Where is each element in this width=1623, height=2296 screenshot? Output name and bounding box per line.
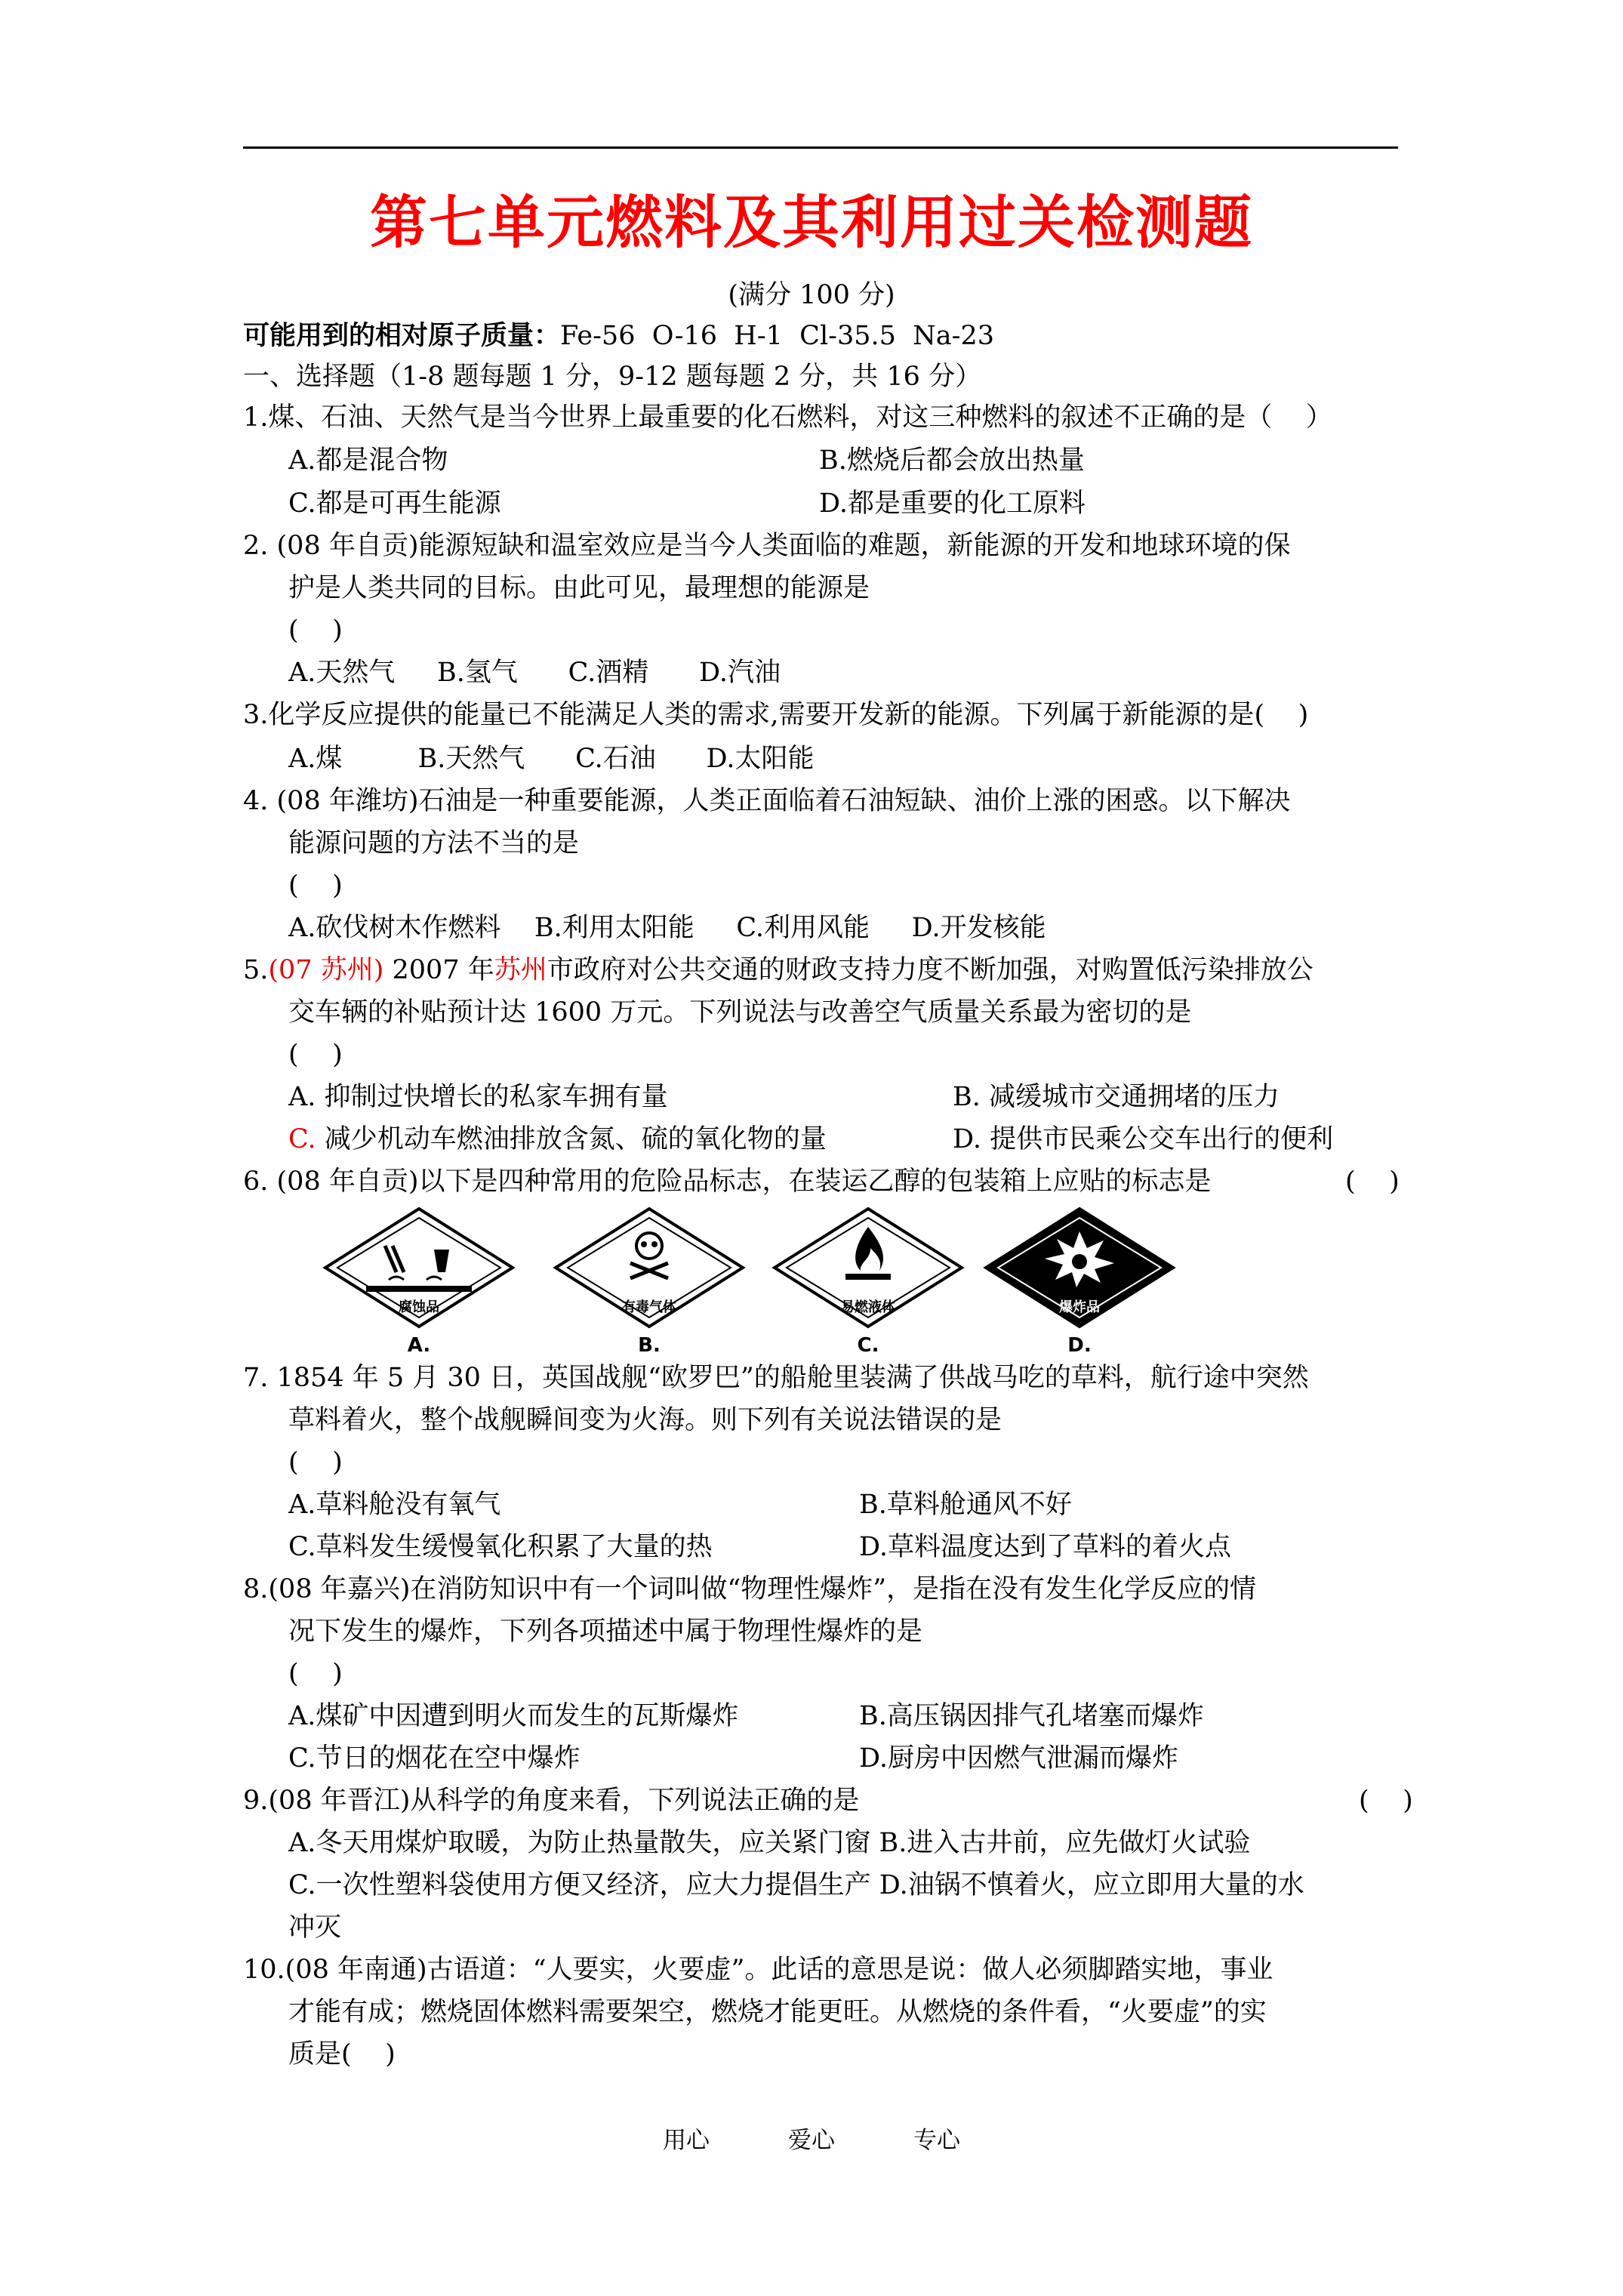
hazard-sign-toxic-gas (551, 1204, 747, 1357)
hazard-sign-explosive-label: 爆炸品 (1059, 1299, 1100, 1315)
q8-line2: 况下发生的爆炸，下列各项描述中属于物理性爆炸的是 (288, 1616, 923, 1647)
q3-stem: 3.化学反应提供的能量已不能满足人类的需求,需要开发新的能源。下列属于新能源的是( ) (243, 700, 1309, 730)
q9-options-ab: A.冬天用煤炉取暖，为防止热量散失，应关紧门窗 B.进入古井前，应先做灯火试验 (288, 1828, 1251, 1858)
q3-options: A.煤 B.天然气 C.石油 D.太阳能 (288, 744, 815, 774)
q6-answer-paren: ( ) (1345, 1166, 1400, 1197)
top-rule (243, 146, 1398, 149)
q8-answer-paren: ( ) (288, 1659, 343, 1689)
q5-option-d: D. 提供市民乘公交车出行的便利 (953, 1124, 1334, 1154)
hazard-sign-toxic-gas-label: 有毒气体 (622, 1299, 676, 1315)
q5-text-b: 市政府对公共交通的财政支持力度不断加强，对购置低污染排放公 (547, 955, 1313, 985)
q7-answer-paren: ( ) (288, 1447, 343, 1478)
footer-item-2: 爱心 (788, 2127, 835, 2154)
section-heading: 一、选择题（1-8 题每题 1 分，9-12 题每题 2 分，共 16 分） (243, 362, 982, 392)
q5-option-c-letter: C. (288, 1124, 316, 1154)
q8-option-d: D.厨房中因燃气泄漏而爆炸 (859, 1743, 1178, 1774)
q8-line1: 8.(08 年嘉兴)在消防知识中有一个词叫做“物理性爆炸”，是指在没有发生化学反应的情 (243, 1574, 1257, 1604)
q1-option-a: A.都是混合物 (288, 445, 448, 476)
q5-text-a: 2007 年 (383, 955, 494, 985)
hazard-sign-corrosive (321, 1204, 517, 1357)
q2-options: A.天然气 B.氢气 C.酒精 D.汽油 (288, 658, 781, 688)
q4-line1: 4. (08 年潍坊)石油是一种重要能源，人类正面临着石油短缺、油价上涨的困惑。以下解决 (243, 786, 1291, 816)
hazard-sign-flammable-liquid-letter: C. (857, 1334, 879, 1357)
q2-answer-paren: ( ) (288, 615, 343, 646)
q7-line2: 草料着火，整个战舰瞬间变为火海。则下列有关说法错误的是 (288, 1405, 1002, 1435)
q5-option-b: B. 减缓城市交通拥堵的压力 (953, 1082, 1280, 1112)
q5-line1 (243, 951, 1313, 989)
q9-option-d-continued: 冲灭 (288, 1912, 342, 1943)
hazard-sign-explosive-letter: D. (1067, 1334, 1092, 1357)
q8-option-b: B.高压锅因排气孔堵塞而爆炸 (859, 1701, 1204, 1731)
hazard-sign-explosive (981, 1204, 1178, 1357)
score-note: (满分 100 分) (728, 280, 895, 310)
footer-item-3: 专心 (913, 2127, 960, 2154)
q10-line2: 才能有成；燃烧固体燃料需要架空，燃烧才能更旺。从燃烧的条件看，“火要虚”的实 (288, 1997, 1267, 2027)
hazard-sign-corrosive-letter: A. (407, 1334, 431, 1357)
q7-option-b: B.草料舱通风不好 (859, 1490, 1072, 1520)
q1-option-b: B.燃烧后都会放出热量 (819, 445, 1085, 476)
q5-option-a: A. 抑制过快增长的私家车拥有量 (288, 1082, 668, 1112)
q2-line1: 2. (08 年自贡)能源短缺和温室效应是当今人类面临的难题，新能源的开发和地球环境的保 (243, 531, 1291, 561)
atomic-mass-values: Fe-56 O-16 H-1 Cl-35.5 Na-23 (560, 321, 995, 351)
q5-source: (07 苏州) (268, 955, 384, 985)
q8-option-c: C.节日的烟花在空中爆炸 (288, 1743, 581, 1774)
atomic-mass-label: 可能用到的相对原子质量： (243, 320, 561, 351)
q1-stem: 1.煤、石油、天然气是当今世界上最重要的化石燃料，对这三种燃料的叙述不正确的是（ ） (243, 402, 1332, 433)
q1-option-c: C.都是可再生能源 (288, 488, 501, 519)
q9-options-cd: C.一次性塑料袋使用方便又经济，应大力提倡生产 D.油锅不慎着火，应立即用大量的水 (288, 1870, 1304, 1900)
hazard-sign-flammable-liquid-label: 易燃液体 (841, 1299, 895, 1315)
q8-option-a: A.煤矿中因遭到明火而发生的瓦斯爆炸 (288, 1701, 739, 1731)
q5-option-c (288, 1120, 827, 1158)
q7-option-c: C.草料发生缓慢氧化积累了大量的热 (288, 1532, 713, 1562)
q2-line2: 护是人类共同的目标。由此可见，最理想的能源是 (288, 573, 870, 603)
atomic-mass-line (243, 317, 994, 355)
hazard-sign-toxic-gas-letter: B. (638, 1334, 661, 1357)
q4-answer-paren: ( ) (288, 871, 343, 901)
page-title: 第七单元燃料及其利用过关检测题 (370, 189, 1253, 256)
q4-options: A.砍伐树木作燃料 B.利用太阳能 C.利用风能 D.开发核能 (288, 913, 1046, 943)
hazard-sign-corrosive-label: 腐蚀品 (399, 1299, 439, 1315)
q9-answer-paren: ( ) (1359, 1786, 1413, 1816)
q7-option-a: A.草料舱没有氧气 (288, 1490, 501, 1520)
q5-line2: 交车辆的补贴预计达 1600 万元。下列说法与改善空气质量关系最为密切的是 (288, 997, 1192, 1028)
q9-stem: 9.(08 年晋江)从科学的角度来看，下列说法正确的是 (243, 1786, 860, 1816)
q5-answer-paren: ( ) (288, 1040, 343, 1070)
q10-line1: 10.(08 年南通)古语道：“人要实，火要虚”。此话的意思是说：做人必须脚踏实地，事业 (243, 1955, 1273, 1985)
q5-number: 5. (243, 955, 269, 985)
hazard-sign-flammable-liquid (770, 1204, 966, 1357)
q6-stem: 6. (08 年自贡)以下是四种常用的危险品标志，在装运乙醇的包装箱上应贴的标志是 (243, 1166, 1212, 1197)
q5-city: 苏州 (494, 955, 547, 985)
q7-line1: 7. 1854 年 5 月 30 日，英国战舰“欧罗巴”的船舱里装满了供战马吃的草料，航行途中突然 (243, 1363, 1309, 1393)
q1-option-d: D.都是重要的化工原料 (819, 488, 1086, 519)
q5-option-c-text: 减少机动车燃油排放含氮、硫的氧化物的量 (316, 1124, 827, 1154)
footer-item-1: 用心 (663, 2127, 710, 2154)
q7-option-d: D.草料温度达到了草料的着火点 (859, 1532, 1231, 1562)
q10-line3: 质是( ) (288, 2039, 396, 2069)
q4-line2: 能源问题的方法不当的是 (288, 828, 580, 858)
